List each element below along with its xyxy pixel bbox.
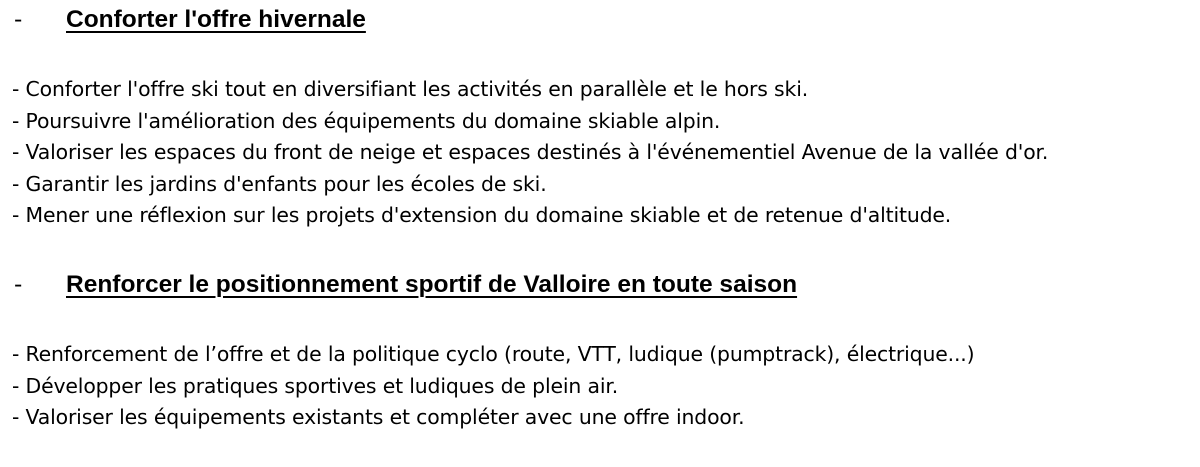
heading-dash-marker: - xyxy=(14,272,23,298)
list-item: - Renforcement de l’offre et de la politique cyclo (route, VTT, ludique (pumptrack), électrique...) xyxy=(12,342,975,366)
heading-dash-marker: - xyxy=(14,7,23,33)
section-heading-winter-offer xyxy=(0,0,1200,40)
winter-offer-list xyxy=(12,74,1048,232)
section-title: Conforter l'offre hivernale xyxy=(66,6,366,33)
list-item: - Mener une réflexion sur les projets d'extension du domaine skiable et de retenue d'altitude. xyxy=(12,203,952,227)
section-title: Renforcer le positionnement sportif de Valloire en toute saison xyxy=(66,271,798,298)
list-item: - Valoriser les équipements existants et compléter avec une offre indoor. xyxy=(12,405,745,429)
list-item: - Garantir les jardins d'enfants pour les écoles de ski. xyxy=(12,171,547,196)
section-heading-sport-positioning xyxy=(0,265,1200,305)
list-item: - Conforter l'offre ski tout en diversifiant les activités en parallèle et le hors ski. xyxy=(12,77,809,101)
list-item: - Poursuivre l'amélioration des équipements du domaine skiable alpin. xyxy=(12,108,721,133)
list-item: - Valoriser les espaces du front de neige et espaces destinés à l'événementiel Avenue de la vallée d'or. xyxy=(12,140,1049,164)
sport-positioning-list xyxy=(12,339,974,434)
list-item: - Développer les pratiques sportives et ludiques de plein air. xyxy=(12,373,619,398)
